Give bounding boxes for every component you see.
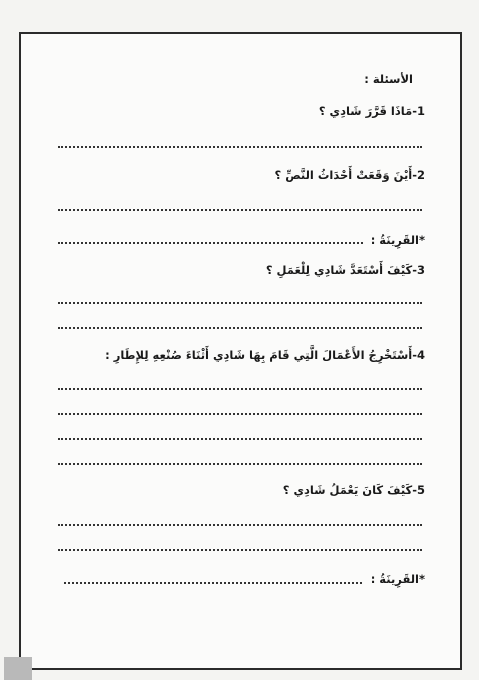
question-5-evidence-label: *القَرِينَةُ : — [370, 572, 425, 586]
answer-line-2-1[interactable] — [58, 209, 422, 211]
answer-line-4-2[interactable] — [58, 413, 422, 415]
answer-line-3-2[interactable] — [58, 327, 422, 329]
answer-line-4-4[interactable] — [58, 463, 422, 465]
answer-line-1-1[interactable] — [58, 146, 422, 148]
questions-heading: الأسئلة : — [364, 72, 413, 86]
question-4: 4-أَسْتَخْرِجُ الأَعْمَالَ الَّتِي قَامَ بِهَا شَادِي أَثْنَاءَ صُنْعِهِ لِلإِطَارِ : — [105, 348, 425, 362]
answer-line-5-2[interactable] — [58, 549, 422, 551]
question-2-evidence-label: *القَرِينَةُ : — [370, 233, 425, 247]
question-2: 2-أَيْنَ وَقَعَتْ أَحْدَاثُ النَّصِّ ؟ — [274, 168, 425, 182]
answer-line-5-evidence[interactable] — [64, 582, 362, 584]
answer-line-5-1[interactable] — [58, 524, 422, 526]
question-1: 1-مَاذَا قَرَّرَ شَادِي ؟ — [318, 104, 425, 118]
answer-line-3-1[interactable] — [58, 302, 422, 304]
answer-line-4-3[interactable] — [58, 438, 422, 440]
question-5: 5-كَيْفَ كَانَ يَعْمَلُ شَادِي ؟ — [282, 483, 425, 497]
answer-line-4-1[interactable] — [58, 388, 422, 390]
answer-line-2-evidence[interactable] — [58, 242, 363, 244]
scan-corner-mark — [4, 657, 32, 680]
question-3: 3-كَيْفَ أَسْتَعَدَّ شَادِي لِلْعَمَلِ ؟ — [265, 263, 425, 277]
